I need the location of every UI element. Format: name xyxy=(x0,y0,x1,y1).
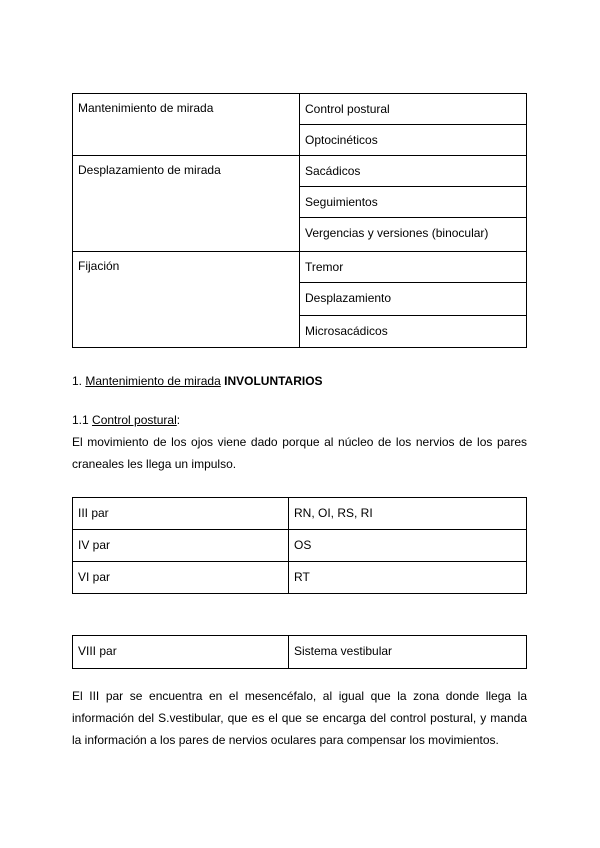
table-row xyxy=(73,252,527,283)
table-cell: VIII par xyxy=(73,636,289,669)
section-bold: INVOLUNTARIOS xyxy=(224,374,323,388)
subsection-colon: : xyxy=(176,413,181,427)
table-cell: Optocinéticos xyxy=(300,125,527,156)
table-row xyxy=(73,562,527,594)
table-row xyxy=(73,498,527,530)
nerve-table xyxy=(72,497,527,594)
table-cell: III par xyxy=(73,498,289,530)
table-cell: RN, OI, RS, RI xyxy=(289,498,527,530)
table-cell: Control postural xyxy=(300,94,527,125)
table-cell: Desplazamiento xyxy=(300,283,527,316)
subsection-body: El movimiento de los ojos viene dado porque al núcleo de los nervios de los pares craneales les llega un impulso. xyxy=(72,435,527,471)
table-cell: Sistema vestibular xyxy=(289,636,527,669)
table-cell: Tremor xyxy=(300,252,527,283)
table-cell: Sacádicos xyxy=(300,156,527,187)
section-number: 1. xyxy=(72,374,83,388)
table-group-label: Fijación xyxy=(73,252,300,348)
table-cell: Vergencias y versiones (binocular) xyxy=(300,218,527,252)
section-heading xyxy=(72,370,527,392)
section-link: Mantenimiento de mirada xyxy=(85,374,221,388)
table-cell: OS xyxy=(289,530,527,562)
gaze-classification-table xyxy=(72,93,527,348)
closing-paragraph: El III par se encuentra en el mesencéfalo, al igual que la zona donde llega la información del S.vestibular, que es el que se encarga del control postural, y manda la información a los pares de nervios oculares para compensar los movimientos. xyxy=(72,689,527,747)
table-row xyxy=(73,530,527,562)
table-row xyxy=(73,94,527,125)
table-cell: RT xyxy=(289,562,527,594)
subsection-link: Control postural xyxy=(92,413,177,427)
table-cell: Seguimientos xyxy=(300,187,527,218)
table-row xyxy=(73,636,527,669)
table-group-label: Mantenimiento de mirada xyxy=(73,94,300,156)
vestibular-table xyxy=(72,635,527,669)
subsection-heading xyxy=(72,409,527,431)
subsection-number: 1.1 xyxy=(72,413,89,427)
table-cell: IV par xyxy=(73,530,289,562)
table-row xyxy=(73,156,527,187)
table-cell: VI par xyxy=(73,562,289,594)
table-group-label: Desplazamiento de mirada xyxy=(73,156,300,252)
table-cell: Microsacádicos xyxy=(300,316,527,348)
